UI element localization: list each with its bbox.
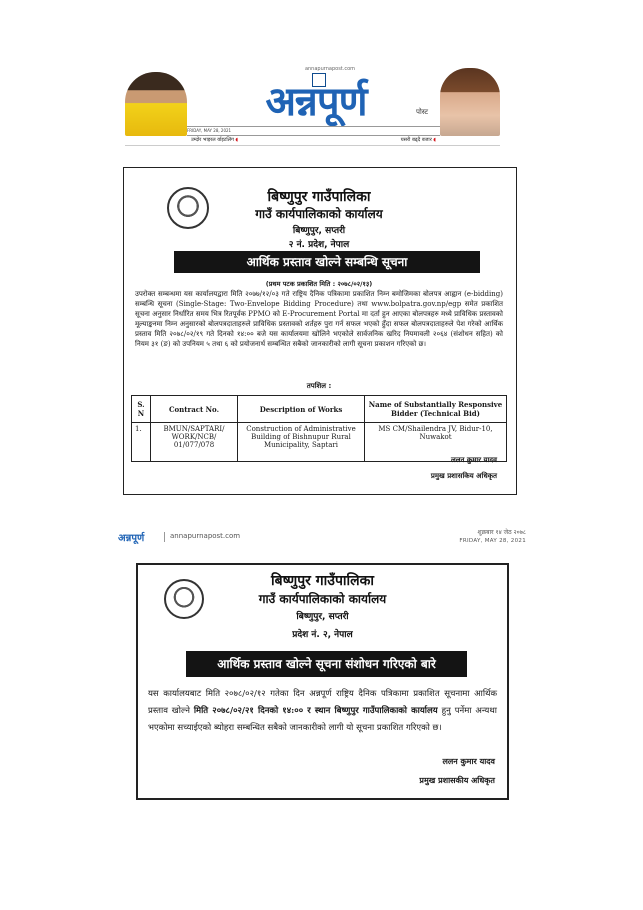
bullet-icon: ◖ xyxy=(433,137,436,143)
office-address: बिष्णुपुर, सप्तरी xyxy=(296,612,349,622)
col-sn: S. N xyxy=(132,396,151,423)
model-photo xyxy=(440,68,500,136)
province-name: २ नं. प्रदेश, नेपाल xyxy=(288,240,350,250)
newspaper-title: अन्नपूर्ण xyxy=(265,78,367,125)
masthead-date-strip: FRIDAY, MAY 28, 2021 xyxy=(187,126,440,136)
bullet-icon: ◖ xyxy=(235,137,239,143)
notice-body: उपरोक्त सम्बन्धमा यस कार्यालयद्वारा मिति २०७७/१२/०३ गते राष्ट्रिय दैनिक पत्रिकामा प्रकाशित निम्न बमोजिमका बोलपत्र आह्वान (e-bidding) सम्बन्धि सूचना (Single-Stage: Two-Envelope Bidding Procedure) तथा www.bolpatra.gov.np/egp समेत प्रकाशित सूचना अनुसार निर्धारित समय भित्र रितपूर्वक PPMO को E-Procurement Portal मा दर्ता हुन आएका बोलपत्रहरु मध्ये प्राविधिक प्रस्तावको मूल्याङ्कनमा निम्न अनुसारको बोलपत्रदाताहरुले प्राविधिक प्रस्तावको शर्तहरु पुरा गर्न सफल भएको हुँदा सफल बोलपत्रदाताहरुले पेश गरेको आर्थिक प्रस्ताव मिति २०७८/०२/१९ गते दिनको १४:०० बजे यस कार्यालयमा खोलिने भएकोले सार्वजनिक खरिद नियमावली २०६४ (संशोधन सहित) को नियम ३१ (ङ) को उपनियम ५ तथा ६ को प्रयोजनार्थ सम्बन्धित सबैको जानकारीको लागी सूचना प्रकाशन गरिएको छ। xyxy=(135,290,503,348)
headline-left: उम्दोर भाइरल र्याइटलिंग xyxy=(191,137,234,143)
cricketer-photo xyxy=(125,72,187,136)
masthead-tagline: annapurnapost.com xyxy=(304,66,356,72)
divider xyxy=(164,532,165,542)
bidder-table xyxy=(131,395,507,462)
body-part-a: यस कार्यालयबाट मिति २०७८/०२/१२ गतेका दिन अन्नपूर्ण राष्ट्रिय दैनिक पत्रिकामा प्रकाशित सूचनामा आर्थिक प्रस्ताव खोल्ने xyxy=(148,689,497,716)
col-contract-no: Contract No. xyxy=(151,396,238,423)
masthead-headlines xyxy=(125,136,500,146)
office-address: बिष्णुपुर, सप्तरी xyxy=(292,226,346,236)
municipality-name: बिष्णुपुर गाउँपालिका xyxy=(267,189,371,205)
page-header-strip xyxy=(118,528,526,550)
signatory-name: ललन कुमार यादव xyxy=(451,456,497,464)
cell-description: Construction of Administrative Building of Bishnupur Rural Municipality, Saptari xyxy=(238,423,365,462)
newspaper-url: annapurnapost.com xyxy=(170,532,241,540)
newspaper-post-label: पोस्ट xyxy=(416,108,429,116)
cell-contract-no: BMUN/SAPTARI/ WORK/NCB/ 01/077/078 xyxy=(151,423,238,462)
signatory-title: प्रमुख प्रशासकिय अधिकृत xyxy=(430,472,497,480)
newspaper-small-logo: अन्नपूर्ण xyxy=(118,533,145,544)
cell-sn: 1. xyxy=(132,423,151,462)
headline-right: यसरी बढ्दै बजार xyxy=(400,137,432,143)
col-description: Description of Works xyxy=(238,396,365,423)
cell-bidder: MS CM/Shailendra JV, Bidur-10, Nuwakot xyxy=(365,423,507,462)
table-header-row xyxy=(132,396,507,423)
newspaper-masthead xyxy=(125,66,500,148)
published-date: (प्रथम पटक प्रकाशित मिति : २०७८/०२/१३) xyxy=(265,280,373,288)
municipality-name: बिष्णुपुर गाउँपालिका xyxy=(270,573,375,589)
office-name: गाउँ कार्यपालिकाको कार्यालय xyxy=(255,207,383,221)
signatory-title: प्रमुख प्रशासकीय अधिकृत xyxy=(419,776,495,785)
province-name: प्रदेश नं. २, नेपाल xyxy=(292,630,353,640)
body-part-b-bold: मिति २०७८/०२/२१ दिनको १४:०० र स्थान बिष्णुपुर गाउँपालिकाको कार्यालय xyxy=(193,706,438,716)
date-nepali: शुक्रबार १४ जेठ २०७८ xyxy=(477,529,526,536)
col-bidder: Name of Substantially Responsive Bidder (Technical Bid) xyxy=(365,396,507,423)
notice-body xyxy=(148,686,497,737)
office-name: गाउँ कार्यपालिकाको कार्यालय xyxy=(258,592,387,606)
details-heading: तपशिल : xyxy=(306,382,332,390)
body-part-c: हुनु पर्नेमा अन्यथा भएकोमा सच्याईएको ब्योहरा सम्बन्धित सबैको जानकारीको लागी यो सूचना प्रकाशित गरिएको छ। xyxy=(148,706,497,733)
notice-amendment xyxy=(136,563,509,800)
notice-title-banner: आर्थिक प्रस्ताव खोल्ने सूचना संशोधन गरिएको बारे xyxy=(186,651,467,677)
date-english: FRIDAY, MAY 28, 2021 xyxy=(459,538,526,544)
notice-financial-bid-opening xyxy=(123,167,517,495)
notice-title-banner: आर्थिक प्रस्ताव खोल्ने सम्बन्धि सूचना xyxy=(174,251,480,273)
signatory-name: ललन कुमार यादव xyxy=(442,757,495,766)
